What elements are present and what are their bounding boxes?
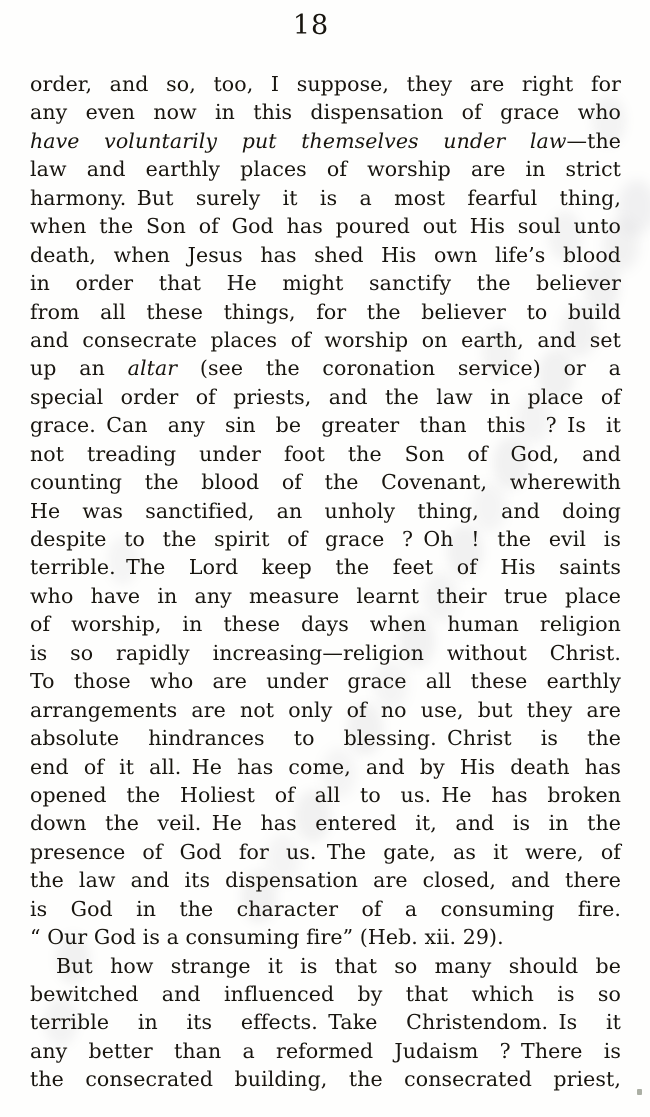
text-line [30,440,621,468]
body-text: special order of priests, and the law in place of [30,384,621,409]
scan-speck [637,1089,642,1095]
body-text: end of it all. He has come, and by His death has [30,754,621,779]
text-line [30,952,621,980]
text-line [30,241,621,269]
text-line [30,1065,621,1093]
text-block [30,70,621,1094]
body-text: the law and its dispensation are closed, and there [30,868,621,893]
body-text: But how strange it is that so many should be [56,953,621,978]
body-text: presence of God for us. The gate, as it were, of [30,839,621,864]
text-line [30,98,621,126]
body-text: down the veil. He has entered it, and is in the [30,811,621,836]
body-text: death, when Jesus has shed His own life’s blood [30,242,621,267]
body-text: harmony. But surely it is a most fearful thing, [30,185,621,210]
text-line [30,127,621,155]
text-line [30,1037,621,1065]
text-line [30,724,621,752]
text-line [30,781,621,809]
text-line [30,753,621,781]
body-text: not treading under foot the Son of God, and [30,441,621,466]
body-text: from all these things, for the believer to build [30,299,621,324]
text-line [30,497,621,525]
body-text: arrangements are not only of no use, but they are [30,697,621,722]
text-line [30,923,621,951]
text-line [30,70,621,98]
body-text: in order that He might sanctify the believer [30,271,621,296]
text-line [30,269,621,297]
body-text: “ Our God is a consuming fire” (Heb. xii. 29). [30,925,504,950]
body-text: opened the Holiest of all to us. He has broken [30,782,621,807]
text-line [30,980,621,1008]
text-line [30,866,621,894]
body-text: counting the blood of the Covenant, wherewith [30,470,621,495]
text-line [30,895,621,923]
text-line [30,298,621,326]
body-text: grace. Can any sin be greater than this ? Is it [30,413,621,438]
text-line [30,155,621,183]
italic-text: altar [127,356,178,381]
body-text: (see the coronation service) or a [177,356,621,381]
body-text: who have in any measure learnt their true place [30,583,621,608]
body-text: To those who are under grace all these earthly [30,669,621,694]
body-text: despite to the spirit of grace ? Oh ! the evil is [30,527,621,551]
text-line [30,383,621,411]
body-text: when the Son of God has poured out His soul unto [30,214,621,239]
text-line [30,326,621,354]
body-text: bewitched and influenced by that which is so [30,982,621,1006]
body-text: terrible in its effects. Take Christendom. Is it [30,1010,621,1035]
body-text: —the [566,128,621,153]
text-line [30,838,621,866]
body-text: absolute hindrances to blessing. Christ is the [30,726,621,751]
text-line [30,553,621,581]
body-text: the consecrated building, the consecrated priest, [30,1067,621,1092]
body-text: is God in the character of a consuming fire. [30,896,621,921]
text-line [30,184,621,212]
text-line [30,468,621,496]
text-line [30,354,621,382]
body-text: law and earthly places of worship are in strict [30,157,621,182]
body-text: any better than a reformed Judaism ? There is [30,1038,621,1063]
text-line [30,411,621,439]
text-line [30,639,621,667]
text-line [30,582,621,610]
text-line [30,525,621,553]
body-text: terrible. The Lord keep the feet of His saints [30,555,621,580]
text-line [30,809,621,837]
body-text: order, and so, too, I suppose, they are right for [30,72,621,96]
body-text: up an [30,356,128,381]
text-line [30,1008,621,1036]
body-text: of worship, in these days when human religion [30,612,621,637]
text-line [30,696,621,724]
text-line [30,667,621,695]
page-number: 18 [292,10,330,41]
text-line [30,610,621,638]
italic-text: have voluntarily put themselves under law [30,128,567,153]
body-text: and consecrate places of worship on earth, and set [30,327,621,352]
body-text: is so rapidly increasing—religion without Christ. [30,640,621,665]
body-text: any even now in this dispensation of grace who [30,100,621,125]
body-text: He was sanctified, an unholy thing, and doing [30,498,621,523]
text-line [30,212,621,240]
